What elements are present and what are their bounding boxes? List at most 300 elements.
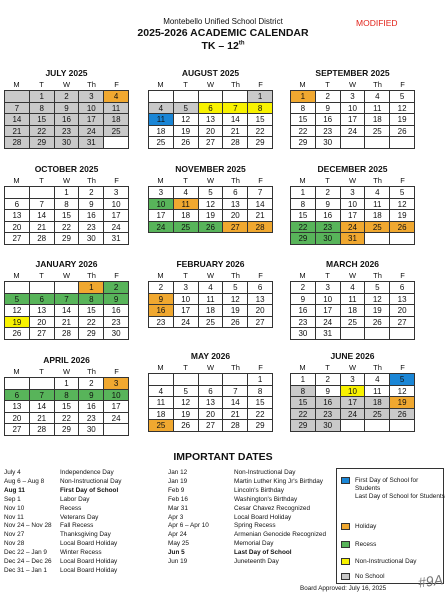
day-cell: 16 — [316, 114, 341, 126]
weekday-header — [148, 79, 273, 90]
important-event: Independence Day — [60, 469, 114, 476]
day-cell: 12 — [174, 114, 199, 126]
legend-swatch-non-instructional — [341, 558, 350, 565]
day-cell: 5 — [390, 187, 415, 199]
important-date-row — [4, 496, 121, 505]
day-cell: 12 — [390, 103, 415, 115]
day-cell: 31 — [316, 328, 341, 340]
day-cell: 15 — [291, 114, 316, 126]
day-cell: 4 — [149, 103, 174, 115]
important-date-row — [4, 487, 121, 496]
day-cell: 30 — [55, 137, 80, 149]
day-cell: 16 — [79, 210, 104, 222]
day-grid — [4, 281, 129, 340]
day-cell: 7 — [5, 103, 30, 115]
day-cell: 1 — [248, 374, 273, 386]
legend-swatch-first-last — [341, 477, 350, 484]
day-cell: 18 — [341, 305, 366, 317]
day-cell: 16 — [316, 397, 341, 409]
day-cell: 16 — [55, 114, 80, 126]
weekday-label: W — [62, 367, 71, 376]
day-cell: 25 — [365, 409, 390, 421]
day-cell: 20 — [248, 305, 273, 317]
weekday-header — [148, 362, 273, 373]
day-cell: 4 — [365, 91, 390, 103]
day-cell: 6 — [223, 187, 248, 199]
important-date: Apr 24 — [168, 531, 187, 539]
day-cell: 28 — [30, 233, 55, 245]
day-cell: 15 — [291, 210, 316, 222]
day-cell: 11 — [149, 397, 174, 409]
day-cell: 4 — [174, 187, 199, 199]
day-cell: 9 — [316, 386, 341, 398]
important-event: Non-Instructional Day — [60, 477, 122, 485]
day-cell: 28 — [223, 137, 248, 149]
weekday-label: M — [13, 176, 20, 185]
weekday-label: T — [39, 367, 44, 376]
day-cell: 2 — [316, 91, 341, 103]
day-grid — [290, 90, 415, 149]
weekday-label: W — [348, 271, 357, 280]
month-july-2025 — [4, 68, 129, 149]
day-cell — [149, 374, 174, 386]
day-cell: 3 — [104, 187, 129, 199]
month-title: MARCH 2026 — [326, 259, 379, 269]
weekday-label: T — [183, 271, 188, 280]
important-date-row — [4, 478, 121, 487]
month-title: JUNE 2026 — [330, 351, 375, 361]
day-cell: 29 — [30, 137, 55, 149]
weekday-label: W — [62, 80, 71, 89]
day-cell: 10 — [104, 390, 129, 402]
day-cell: 30 — [79, 233, 104, 245]
weekday-label: Th — [231, 80, 240, 89]
month-title: JANUARY 2026 — [35, 259, 98, 269]
month-december-2025 — [290, 164, 415, 245]
day-cell: 6 — [30, 294, 55, 306]
important-date-row — [168, 540, 326, 549]
day-cell: 26 — [174, 137, 199, 149]
day-cell: 3 — [316, 282, 341, 294]
day-cell: 9 — [316, 199, 341, 211]
day-cell: 12 — [223, 294, 248, 306]
day-cell: 14 — [248, 199, 273, 211]
day-cell: 24 — [79, 126, 104, 138]
day-cell: 16 — [79, 401, 104, 413]
important-event: Recess — [60, 504, 82, 512]
day-cell: 23 — [149, 317, 174, 329]
important-date-row — [168, 469, 326, 478]
day-cell: 16 — [104, 305, 129, 317]
month-october-2025 — [4, 164, 129, 245]
day-cell — [199, 91, 224, 103]
day-cell: 28 — [30, 424, 55, 436]
day-cell: 28 — [5, 137, 30, 149]
weekday-label: M — [157, 80, 164, 89]
day-cell: 6 — [390, 282, 415, 294]
important-event: Last Day of School — [234, 549, 292, 557]
important-date: Dec 22 – Jan 9 — [4, 549, 47, 557]
important-date: Nov 24 – Nov 28 — [4, 522, 52, 530]
weekday-label: T — [325, 363, 330, 372]
important-date: Sep 1 — [4, 495, 21, 503]
day-cell: 20 — [30, 317, 55, 329]
day-cell — [365, 328, 390, 340]
district-name: Montebello Unified School District — [163, 17, 283, 26]
important-dates-col1 — [4, 469, 121, 576]
day-cell: 19 — [199, 210, 224, 222]
calendar-title: 2025-2026 ACADEMIC CALENDAR — [137, 27, 309, 39]
day-cell: 23 — [79, 413, 104, 425]
day-cell: 27 — [5, 424, 30, 436]
day-cell: 25 — [199, 317, 224, 329]
day-cell: 26 — [5, 328, 30, 340]
important-date-row — [4, 540, 121, 549]
day-cell: 9 — [55, 103, 80, 115]
weekday-label: M — [299, 176, 306, 185]
important-event: Non-Instructional Day — [234, 469, 296, 476]
day-cell — [174, 91, 199, 103]
day-cell: 14 — [30, 210, 55, 222]
month-january-2026 — [4, 259, 129, 340]
weekday-label: Th — [87, 271, 96, 280]
weekday-header — [290, 175, 415, 186]
day-cell: 19 — [174, 409, 199, 421]
important-event: Veterans Day — [60, 513, 99, 521]
day-cell: 1 — [55, 378, 80, 390]
day-cell: 29 — [79, 328, 104, 340]
day-cell: 2 — [79, 187, 104, 199]
day-cell: 11 — [365, 103, 390, 115]
day-cell — [390, 420, 415, 432]
day-cell: 22 — [291, 409, 316, 421]
day-cell: 3 — [149, 187, 174, 199]
important-date: Jan 19 — [168, 477, 188, 485]
day-cell: 24 — [174, 317, 199, 329]
day-cell: 15 — [248, 397, 273, 409]
month-title: MAY 2026 — [190, 351, 231, 361]
important-event: Thanksgiving Day — [60, 531, 111, 539]
day-cell: 22 — [291, 126, 316, 138]
day-cell: 21 — [5, 126, 30, 138]
day-cell: 10 — [174, 294, 199, 306]
important-date-row — [168, 558, 326, 567]
day-cell: 23 — [79, 222, 104, 234]
important-dates-title: IMPORTANT DATES — [173, 451, 273, 463]
important-date-row — [4, 558, 121, 567]
weekday-label: T — [183, 176, 188, 185]
day-cell: 26 — [223, 317, 248, 329]
day-cell: 26 — [390, 409, 415, 421]
day-cell: 3 — [341, 187, 366, 199]
day-cell: 17 — [174, 305, 199, 317]
day-cell: 15 — [79, 305, 104, 317]
weekday-label: Th — [373, 80, 382, 89]
day-cell: 6 — [248, 282, 273, 294]
weekday-label: W — [62, 271, 71, 280]
day-grid — [4, 186, 129, 245]
day-cell — [5, 378, 30, 390]
weekday-header — [148, 270, 273, 281]
day-cell — [390, 328, 415, 340]
day-cell: 22 — [291, 222, 316, 234]
day-cell: 3 — [174, 282, 199, 294]
day-cell: 5 — [365, 282, 390, 294]
day-cell: 24 — [316, 317, 341, 329]
weekday-label: F — [400, 363, 405, 372]
day-cell: 11 — [174, 199, 199, 211]
important-event: Local Board Holiday — [60, 558, 118, 566]
day-cell: 8 — [248, 386, 273, 398]
day-cell: 18 — [174, 210, 199, 222]
weekday-label: F — [400, 176, 405, 185]
day-cell: 6 — [199, 386, 224, 398]
weekday-label: T — [325, 271, 330, 280]
day-cell: 26 — [174, 420, 199, 432]
day-cell — [5, 187, 30, 199]
day-cell: 9 — [104, 294, 129, 306]
day-cell: 17 — [149, 210, 174, 222]
day-cell: 11 — [104, 103, 129, 115]
day-cell: 25 — [149, 137, 174, 149]
important-date-row — [168, 549, 326, 558]
day-cell: 3 — [341, 374, 366, 386]
legend-swatch-holiday — [341, 523, 350, 530]
day-cell: 8 — [291, 386, 316, 398]
day-cell: 8 — [55, 199, 80, 211]
weekday-label: M — [299, 80, 306, 89]
weekday-label: F — [114, 271, 119, 280]
weekday-label: M — [157, 176, 164, 185]
day-cell: 23 — [291, 317, 316, 329]
day-cell: 11 — [199, 294, 224, 306]
day-cell: 14 — [223, 397, 248, 409]
important-date-row — [4, 514, 121, 523]
weekday-label: T — [183, 80, 188, 89]
weekday-header — [4, 175, 129, 186]
day-cell: 4 — [149, 386, 174, 398]
day-cell: 2 — [149, 282, 174, 294]
weekday-label: W — [348, 363, 357, 372]
day-cell: 19 — [174, 126, 199, 138]
important-event: Local Board Holiday — [60, 540, 118, 548]
day-cell: 26 — [390, 126, 415, 138]
month-title: JULY 2025 — [45, 68, 88, 78]
day-cell — [30, 378, 55, 390]
day-cell: 8 — [291, 199, 316, 211]
important-event: Fall Recess — [60, 522, 94, 530]
day-cell: 31 — [341, 233, 366, 245]
day-cell: 4 — [365, 187, 390, 199]
day-cell: 12 — [390, 386, 415, 398]
day-cell: 1 — [291, 374, 316, 386]
day-cell: 17 — [341, 210, 366, 222]
day-cell: 27 — [30, 328, 55, 340]
day-cell: 10 — [149, 199, 174, 211]
weekday-label: F — [400, 271, 405, 280]
day-cell: 7 — [30, 390, 55, 402]
weekday-label: T — [39, 176, 44, 185]
handwritten-stamp: #9A — [417, 571, 444, 591]
weekday-label: Th — [373, 176, 382, 185]
day-cell — [390, 137, 415, 149]
day-cell: 23 — [55, 126, 80, 138]
day-cell: 4 — [104, 91, 129, 103]
weekday-label: Th — [231, 363, 240, 372]
day-cell — [341, 328, 366, 340]
day-cell: 16 — [316, 210, 341, 222]
day-cell: 19 — [223, 305, 248, 317]
important-date: Jan 12 — [168, 469, 188, 476]
day-cell: 10 — [341, 386, 366, 398]
day-cell: 29 — [55, 424, 80, 436]
day-cell — [5, 282, 30, 294]
day-cell: 19 — [390, 210, 415, 222]
day-cell: 30 — [104, 328, 129, 340]
day-cell: 13 — [5, 401, 30, 413]
weekday-label: W — [206, 176, 215, 185]
day-cell: 19 — [5, 317, 30, 329]
weekday-label: Th — [373, 271, 382, 280]
day-cell: 19 — [390, 397, 415, 409]
weekday-label: W — [348, 176, 357, 185]
day-grid — [290, 186, 415, 245]
day-cell — [104, 424, 129, 436]
day-cell: 7 — [223, 386, 248, 398]
day-cell: 1 — [55, 187, 80, 199]
day-cell: 20 — [199, 409, 224, 421]
month-may-2026 — [148, 351, 273, 432]
important-event: Juneteenth Day — [234, 558, 279, 566]
weekday-header — [148, 175, 273, 186]
day-cell — [55, 282, 80, 294]
day-cell: 26 — [390, 222, 415, 234]
important-date: Apr 3 — [168, 513, 184, 521]
day-cell: 18 — [149, 409, 174, 421]
day-cell: 22 — [248, 409, 273, 421]
day-cell: 29 — [291, 420, 316, 432]
day-cell — [223, 91, 248, 103]
important-date: May 25 — [168, 540, 189, 548]
day-cell: 17 — [316, 305, 341, 317]
weekday-label: F — [114, 80, 119, 89]
day-cell: 8 — [291, 103, 316, 115]
day-cell: 12 — [390, 199, 415, 211]
weekday-label: W — [206, 271, 215, 280]
day-cell — [390, 233, 415, 245]
day-cell: 30 — [316, 233, 341, 245]
weekday-label: Th — [231, 176, 240, 185]
day-cell: 5 — [199, 187, 224, 199]
important-date: Jun 5 — [168, 549, 185, 557]
day-cell: 5 — [390, 374, 415, 386]
day-cell: 15 — [30, 114, 55, 126]
important-date-row — [168, 531, 326, 540]
legend-first-last: First Day of School for Students Last Day of School for Students — [341, 477, 445, 501]
weekday-label: F — [258, 80, 263, 89]
weekday-label: M — [299, 271, 306, 280]
day-cell: 18 — [365, 114, 390, 126]
important-event: Labor Day — [60, 495, 90, 503]
day-cell: 23 — [316, 126, 341, 138]
day-cell: 11 — [365, 386, 390, 398]
important-dates-col2 — [168, 469, 326, 567]
day-cell: 7 — [55, 294, 80, 306]
important-date-row — [4, 522, 121, 531]
important-date: Jun 19 — [168, 558, 188, 566]
day-cell: 17 — [341, 114, 366, 126]
day-cell: 24 — [104, 222, 129, 234]
important-event: Armenian Genocide Recognized — [234, 531, 327, 539]
weekday-header — [4, 366, 129, 377]
important-date: Dec 24 – Dec 26 — [4, 558, 52, 566]
important-event: Winter Recess — [60, 549, 102, 557]
day-cell: 9 — [79, 390, 104, 402]
day-cell: 21 — [55, 317, 80, 329]
day-cell: 15 — [291, 397, 316, 409]
important-date-row — [168, 487, 326, 496]
day-cell: 19 — [390, 114, 415, 126]
day-cell — [5, 91, 30, 103]
day-cell: 27 — [390, 317, 415, 329]
day-cell: 22 — [79, 317, 104, 329]
month-title: SEPTEMBER 2025 — [315, 68, 390, 78]
important-date: Mar 31 — [168, 504, 188, 512]
day-cell — [30, 282, 55, 294]
day-cell — [365, 137, 390, 149]
day-cell — [223, 374, 248, 386]
important-date: Nov 27 — [4, 531, 25, 539]
important-event: Washington's Birthday — [234, 495, 298, 503]
day-cell: 5 — [223, 282, 248, 294]
day-cell: 17 — [341, 397, 366, 409]
day-cell: 24 — [341, 222, 366, 234]
day-cell: 31 — [104, 233, 129, 245]
day-cell: 5 — [5, 294, 30, 306]
day-cell: 13 — [223, 199, 248, 211]
day-cell: 4 — [365, 374, 390, 386]
day-cell — [341, 137, 366, 149]
weekday-header — [290, 362, 415, 373]
important-date: July 4 — [4, 469, 21, 476]
day-cell: 18 — [365, 397, 390, 409]
day-cell: 14 — [5, 114, 30, 126]
day-cell: 14 — [223, 114, 248, 126]
day-cell — [199, 374, 224, 386]
day-cell: 22 — [248, 126, 273, 138]
important-date: Nov 10 — [4, 504, 25, 512]
day-cell: 13 — [199, 114, 224, 126]
day-cell: 11 — [149, 114, 174, 126]
weekday-header — [290, 79, 415, 90]
day-cell: 30 — [316, 420, 341, 432]
day-cell: 5 — [174, 386, 199, 398]
important-date-row — [168, 522, 326, 531]
day-cell: 6 — [199, 103, 224, 115]
day-cell: 10 — [341, 103, 366, 115]
weekday-label: Th — [87, 80, 96, 89]
day-cell: 29 — [248, 137, 273, 149]
weekday-label: M — [157, 271, 164, 280]
day-cell: 25 — [104, 126, 129, 138]
day-cell — [365, 420, 390, 432]
important-event: First Day of School — [60, 486, 119, 494]
grade-range: TK – 12th — [201, 40, 245, 52]
day-cell: 25 — [365, 222, 390, 234]
important-date: Apr 6 – Apr 10 — [168, 522, 209, 530]
day-cell: 12 — [365, 294, 390, 306]
day-grid — [148, 186, 273, 233]
